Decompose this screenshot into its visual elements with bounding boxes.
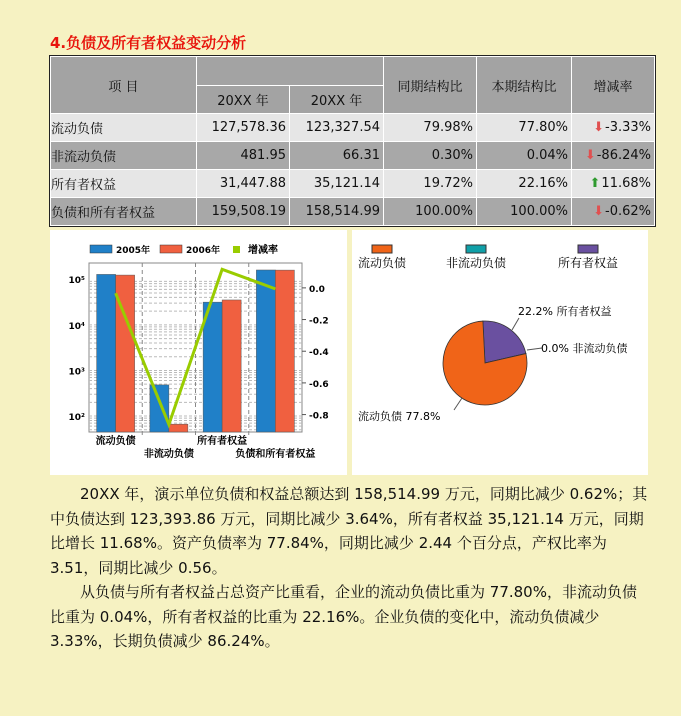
table-row (51, 142, 655, 170)
bar-2006 (222, 300, 241, 432)
cell-item: 所有者权益 (51, 170, 197, 198)
bar-2005 (256, 270, 275, 432)
legend-swatch-rate (233, 246, 240, 253)
cell-cur: 22.16% (477, 170, 572, 198)
cell-cur: 0.04% (477, 142, 572, 170)
header-prev-struct: 同期结构比 (384, 57, 477, 114)
pie-chart-panel (352, 230, 648, 475)
table-row (51, 114, 655, 142)
left-tick-label: 10⁴ (68, 321, 85, 332)
cell-prev: 100.00% (384, 198, 477, 226)
data-label: 0.0% 非流动负债 (541, 342, 628, 355)
table-row (51, 170, 655, 198)
right-tick-label: -0.2 (309, 316, 329, 327)
legend-label: 非流动负债 (445, 256, 507, 270)
header-year-1: 20XX 年 (197, 86, 290, 114)
legend-label: 流动负债 (357, 256, 407, 270)
arrow-down-icon: ⬇ (593, 204, 604, 219)
x-tick-label: 所有者权益 (197, 436, 248, 447)
cell-rate (572, 170, 655, 198)
right-tick-label: -0.4 (309, 348, 329, 359)
x-tick-label: 非流动负债 (143, 449, 194, 460)
bar-chart-panel (50, 230, 347, 475)
cell-y1: 31,447.88 (197, 170, 290, 198)
bar-chart (50, 230, 347, 475)
bar-2006 (275, 270, 294, 432)
bar-2005 (97, 274, 116, 432)
arrow-down-icon: ⬇ (584, 148, 596, 163)
rate-value: -86.24% (596, 148, 651, 163)
cell-cur: 77.80% (477, 114, 572, 142)
cell-y2: 66.31 (290, 142, 384, 170)
left-tick-label: 10² (68, 413, 85, 424)
bar-2005 (203, 302, 222, 432)
cell-y2: 35,121.14 (290, 170, 384, 198)
cell-item: 非流动负债 (51, 142, 197, 170)
table-row (51, 198, 655, 226)
x-tick-label: 流动负债 (95, 436, 136, 447)
rate-value: 11.68% (601, 176, 651, 191)
cell-y1: 127,578.36 (197, 114, 290, 142)
data-label: 22.2% 所有者权益 (518, 305, 612, 318)
legend-label: 2006年 (186, 246, 221, 256)
cell-prev: 79.98% (384, 114, 477, 142)
cell-y2: 123,327.54 (290, 114, 384, 142)
left-tick-label: 10³ (68, 367, 85, 378)
cell-y2: 158,514.99 (290, 198, 384, 226)
legend-swatch (466, 245, 486, 253)
cell-prev: 19.72% (384, 170, 477, 198)
cell-rate (572, 198, 655, 226)
right-tick-label: -0.8 (309, 411, 329, 422)
liabilities-table (50, 56, 655, 226)
cell-y1: 481.95 (197, 142, 290, 170)
left-tick-label: 10⁵ (68, 276, 85, 287)
pie-chart (352, 230, 648, 475)
leader-line (512, 318, 519, 330)
bar-2005 (150, 385, 169, 432)
right-tick-label: -0.6 (309, 379, 329, 390)
data-label: 流动负债 77.8% (358, 410, 441, 423)
cell-item: 流动负债 (51, 114, 197, 142)
header-years (197, 57, 384, 86)
right-tick-label: 0.0 (309, 284, 325, 295)
cell-rate (572, 142, 655, 170)
legend-swatch-2006 (160, 245, 182, 253)
x-tick-label: 负债和所有者权益 (235, 449, 316, 460)
analysis-text (50, 482, 650, 654)
paragraph-2: 从负债与所有者权益占总资产比重看，企业的流动负债比重为 77.80%，非流动负债比重为 0.04%，所有者权益的比重为 22.16%。企业负债的变化中，流动负债减少 3.33%，长期负债减少 86.24%。 (50, 583, 637, 650)
legend-label: 增减率 (248, 245, 278, 256)
header-rate: 增减率 (572, 57, 655, 114)
rate-value: -0.62% (605, 204, 651, 219)
paragraph-1: 20XX 年，演示单位负债和权益总额达到 158,514.99 万元，同期比减少 0.62%；其中负债达到 123,393.86 万元，同期比减少 3.64%，所有者权益 35,121.14 万元，同期比增长 11.68%。资产负债率为 77.84%，同期比减少 2.44 个百分点，产权比率为 3.51，同期比减少 0.56。 (50, 485, 648, 577)
leader-line (527, 348, 542, 350)
cell-cur: 100.00% (477, 198, 572, 226)
cell-item: 负债和所有者权益 (51, 198, 197, 226)
header-cur-struct: 本期结构比 (477, 57, 572, 114)
arrow-down-icon: ⬇ (593, 120, 604, 135)
section-title: 4.负债及所有者权益变动分析 (50, 34, 247, 52)
legend-swatch-2005 (90, 245, 112, 253)
header-item: 项 目 (51, 57, 197, 114)
rate-value: -3.33% (605, 120, 651, 135)
bar-2006 (169, 424, 188, 432)
cell-prev: 0.30% (384, 142, 477, 170)
cell-rate (572, 114, 655, 142)
legend-swatch (372, 245, 392, 253)
leader-line (454, 398, 462, 410)
legend-label: 2005年 (116, 246, 151, 256)
arrow-up-icon: ⬆ (589, 176, 601, 191)
header-year-2: 20XX 年 (290, 86, 384, 114)
legend-label: 所有者权益 (557, 256, 619, 270)
legend-swatch (578, 245, 598, 253)
cell-y1: 159,508.19 (197, 198, 290, 226)
